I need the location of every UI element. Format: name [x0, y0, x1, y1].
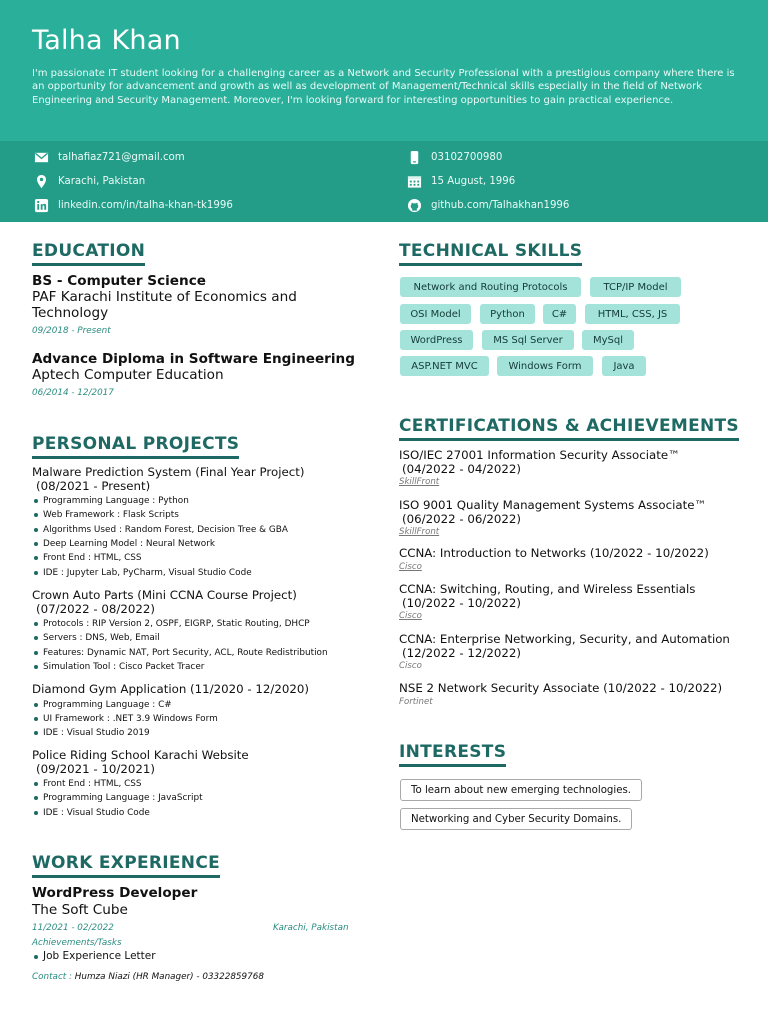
contact-linkedin[interactable]	[34, 197, 233, 213]
skill-tag: C#	[543, 304, 576, 324]
envelope-icon	[34, 150, 49, 165]
skill-tag: Network and Routing Protocols	[400, 277, 581, 297]
certification-issuer[interactable]: Cisco	[399, 611, 422, 622]
location-text: Karachi, Pakistan	[58, 175, 146, 187]
contact-github[interactable]	[407, 197, 569, 213]
certification-entry	[399, 499, 744, 537]
list-item: Front End : HTML, CSS	[32, 777, 372, 791]
project-date: (07/2022 - 08/2022)	[36, 601, 155, 616]
projects-heading: PERSONAL PROJECTS	[32, 434, 239, 459]
skill-tag: ASP.NET MVC	[400, 356, 489, 376]
project-bullets	[32, 617, 372, 674]
list-item: IDE : Visual Studio 2019	[32, 726, 372, 740]
work-role: WordPress Developer	[32, 885, 198, 901]
list-item: Programming Language : JavaScript	[32, 791, 372, 805]
dob-text: 15 August, 1996	[431, 175, 516, 187]
contact-location	[34, 173, 145, 189]
skill-tag: MS Sql Server	[482, 330, 574, 350]
certification-date: (06/2022 - 06/2022)	[402, 511, 521, 526]
certification-entry	[399, 547, 744, 572]
certification-title: ISO 9001 Quality Management Systems Associate™	[399, 498, 707, 512]
project-date: (08/2021 - Present)	[36, 478, 151, 493]
candidate-name: Talha Khan	[32, 25, 181, 56]
list-item: Front End : HTML, CSS	[32, 551, 372, 565]
summary-text: I'm passionate IT student looking for a challenging career as a Network and Security Professional with a prestigious company where there is an opportunity for advancement and growth as well as development of Management/Technical skills especially in the field of Network Engineering and Security Management. Moreover, I'm looking forward for interesting opportunities to gain practical experience.	[32, 68, 735, 106]
project-title: Crown Auto Parts (Mini CCNA Course Project)	[32, 588, 297, 602]
certification-title: NSE 2 Network Security Associate (10/2022 - 10/2022)	[399, 681, 723, 695]
certification-entry	[399, 682, 744, 707]
education-school: PAF Karachi Institute of Economics and Technology	[32, 289, 297, 321]
education-school: Aptech Computer Education	[32, 367, 224, 383]
skills-heading: TECHNICAL SKILLS	[399, 241, 582, 266]
list-item: Programming Language : C#	[32, 698, 372, 712]
certification-entry	[399, 583, 744, 621]
list-item: IDE : Jupyter Lab, PyCharm, Visual Studio Code	[32, 566, 372, 580]
certification-issuer: Fortinet	[399, 696, 433, 707]
list-item: Protocols : RIP Version 2, OSPF, EIGRP, Static Routing, DHCP	[32, 617, 372, 631]
certification-date: (12/2022 - 12/2022)	[402, 645, 521, 660]
contact-phone[interactable]	[407, 149, 502, 165]
project-bullets	[32, 698, 372, 741]
phone-text: 03102700980	[431, 151, 503, 163]
linkedin-icon	[34, 198, 49, 213]
skill-tag: Python	[480, 304, 535, 324]
certification-date: (10/2022 - 10/2022)	[402, 595, 521, 610]
certification-entry	[399, 449, 744, 487]
phone-icon	[407, 150, 422, 165]
skill-tag: OSI Model	[400, 304, 471, 324]
linkedin-text: linkedin.com/in/talha-khan-tk1996	[58, 199, 233, 211]
work-date: 11/2021 - 02/2022	[32, 923, 114, 933]
certification-issuer: Cisco	[399, 661, 422, 672]
calendar-icon	[407, 174, 422, 189]
list-item: IDE : Visual Studio Code	[32, 806, 372, 820]
certification-issuer[interactable]: SkillFront	[399, 527, 440, 538]
interest-tag: To learn about new emerging technologies.	[400, 779, 642, 801]
skill-tag: MySql	[582, 330, 634, 350]
interest-tag: Networking and Cyber Security Domains.	[400, 808, 632, 830]
certifications-heading: CERTIFICATIONS & ACHIEVEMENTS	[399, 416, 739, 441]
github-text: github.com/Talhakhan1996	[431, 199, 570, 211]
skill-tag: Windows Form	[497, 356, 593, 376]
contact-bar	[0, 141, 768, 222]
resume-header	[0, 0, 768, 141]
contact-dob	[407, 173, 515, 189]
list-item: UI Framework : .NET 3.9 Windows Form	[32, 712, 372, 726]
certification-title: CCNA: Enterprise Networking, Security, and Automation	[399, 632, 730, 646]
education-degree: Advance Diploma in Software Engineering	[32, 351, 355, 367]
skill-tag: TCP/IP Model	[590, 277, 681, 297]
list-item: Programming Language : Python	[32, 494, 372, 508]
contact-email[interactable]	[34, 149, 185, 165]
list-item: Algorithms Used : Random Forest, Decision Tree & GBA	[32, 523, 372, 537]
certification-date: (04/2022 - 04/2022)	[402, 461, 521, 476]
certification-title: CCNA: Switching, Routing, and Wireless Essentials	[399, 582, 696, 596]
project-title: Diamond Gym Application (11/2020 - 12/2020)	[32, 682, 310, 696]
project-title: Police Riding School Karachi Website	[32, 748, 249, 762]
education-heading: EDUCATION	[32, 241, 145, 266]
project-entry	[32, 749, 372, 820]
project-entry	[32, 683, 372, 740]
work-achievement: Job Experience Letter	[32, 950, 156, 962]
certification-title: ISO/IEC 27001 Information Security Associate™	[399, 448, 680, 462]
work-achievements-label: Achievements/Tasks	[32, 938, 122, 948]
list-item: Servers : DNS, Web, Email	[32, 631, 372, 645]
project-title: Malware Prediction System (Final Year Project)	[32, 465, 305, 479]
project-entry	[32, 589, 372, 674]
certification-entry	[399, 633, 744, 671]
interests-heading: INTERESTS	[399, 742, 506, 767]
work-location: Karachi, Pakistan	[273, 923, 349, 933]
list-item: Simulation Tool : Cisco Packet Tracer	[32, 660, 372, 674]
certification-issuer[interactable]: Cisco	[399, 561, 422, 572]
certification-title: CCNA: Introduction to Networks (10/2022 - 10/2022)	[399, 546, 709, 560]
list-item: Features: Dynamic NAT, Port Security, ACL, Route Redistribution	[32, 646, 372, 660]
education-date: 06/2014 - 12/2017	[32, 388, 114, 398]
project-date: (09/2021 - 10/2021)	[36, 761, 155, 776]
email-text: talhafiaz721@gmail.com	[58, 151, 185, 163]
education-date: 09/2018 - Present	[32, 326, 111, 336]
skill-tag: HTML, CSS, JS	[585, 304, 680, 324]
project-entry	[32, 466, 372, 580]
work-heading: WORK EXPERIENCE	[32, 853, 220, 878]
location-pin-icon	[34, 174, 49, 189]
project-bullets	[32, 494, 372, 580]
skill-tag: WordPress	[400, 330, 473, 350]
certification-issuer[interactable]: SkillFront	[399, 477, 440, 488]
list-item: Deep Learning Model : Neural Network	[32, 537, 372, 551]
project-bullets	[32, 777, 372, 820]
skill-tag: Java	[602, 356, 646, 376]
work-contact-value: Humza Niazi (HR Manager) - 03322859768	[74, 972, 264, 982]
work-contact-label: Contact :	[32, 972, 72, 982]
list-item: Web Framework : Flask Scripts	[32, 508, 372, 522]
education-degree: BS - Computer Science	[32, 273, 206, 289]
github-icon	[407, 198, 422, 213]
work-contact	[32, 972, 264, 982]
work-company: The Soft Cube	[32, 902, 128, 918]
